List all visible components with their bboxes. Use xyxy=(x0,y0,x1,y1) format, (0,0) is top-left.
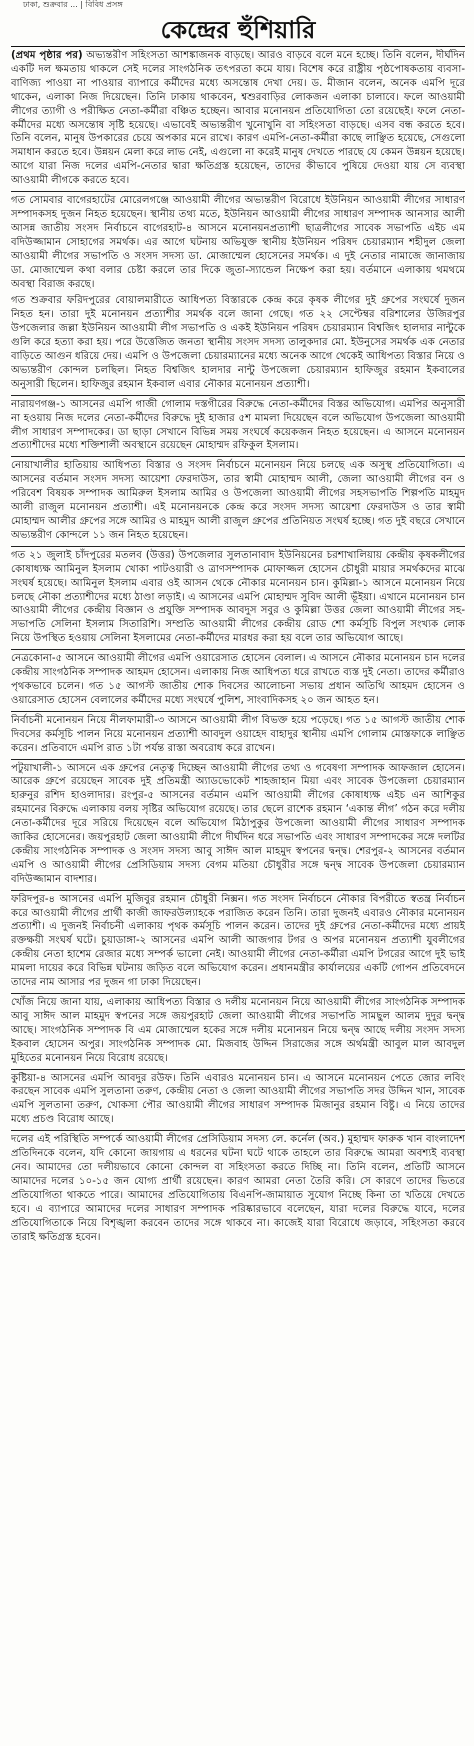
paragraph-3: গত শুক্রবার ফরিদপুরের বোয়ালমারীতে আধিপত্য বিস্তারকে কেন্দ্র করে কৃষক লীগের দুই গ্রুপের সংঘর্ষে দুজন নিহত হন। তারা দুই মনোনয়ন প্রত্যাশীর সমর্থক বলে জানা গেছে। গত ২২ সেপ্টেম্বর বরিশালের উজিরপুর উপজেলার জল্লা ইউনিয়ন আওয়ামী লীগ সভাপতি ও একই ইউনিয়ন পরিষদ চেয়ারম্যান বিশ্বজিৎ হালদার নান্টুকে গুলি করে হত্যা করা হয়। পরে উত্তেজিত জনতা স্থানীয় সংসদ সদস্য তালুকদার মো. ইউনুসের সমর্থক এক নেতার বাড়িতে আগুন ধরিয়ে দেয়। এমপি ও উপজেলা চেয়ারম্যানের মধ্যে অনেক আগে থেকেই আধিপত্য বিস্তার নিয়ে ও অভ্যন্তরীণ কোন্দল চলছিল। নিহত বিশ্বজিৎ হালদার নান্টু উপজেলা চেয়ারম্যান হাফিজুর রহমান ইকবালের অনুসারী ছিলেন। হাফিজুর রহমান ইকবাল এবার নৌকার মনোনয়ন প্রত্যাশী। xyxy=(11,295,465,390)
paragraph-1 xyxy=(11,49,465,188)
paragraph-text: অভ্যন্তরীণ সহিংসতা আশঙ্কাজনক বাড়ছে। আরও বাড়বে বলে মনে হচ্ছে। তিনি বলেন, দীর্ঘদিন একটি দল ক্ষমতায় থাকলে সেই দলের সাংগঠনিক তৎপরতা কমে যায়। বিশেষ করে রাষ্ট্রীয় পৃষ্ঠপোষকতায় ব্যবসা-বাণিজ্য পাওয়া না পাওয়ার ব্যাপারে কর্মীদের মধ্যে অসন্তোষ দেখা দেয়। ড. মীজান বলেন, অনেক এমপি দূরে থাকেন, এলাকা নিজ দিয়েছেন। তিনি ঢাকায় থাকবেন, শ্বশুরবাড়ির লোকজন এলাকা চালাবে। ফলে আওয়ামী লীগের ত্যাগী ও পরীক্ষিত নেতা-কর্মীরা বঞ্চিত হচ্ছেন। আবার মনোনয়ন প্রতিযোগিতা তো রয়েছেই। ফলে নেতা-কর্মীদের মধ্যে অসন্তোষ সৃষ্টি হয়েছে। এভাবেই অভ্যন্তরীণ খুনোখুনি বা সহিংসতা বাড়ছে। এসব বন্ধ করতে হবে। তিনি বলেন, মানুষ উপকারের চেয়ে অপকার মনে রাখে। কারণ এমপি-নেতা-কর্মীরা কাছে লাঞ্ছিত হয়েছে, সেগুলো সমাধান করতে হবে। উন্নয়ন মেলা করে লাভ নেই, এগুলো না করেই মানুষ দেখতে পারছে যে কেমন উন্নয়ন হয়েছে। আগে যারা নিজ দলের এমপি-নেতার দ্বারা ক্ষতিগ্রস্ত হয়েছেন, তাদের কীভাবে পুষিয়ে দেওয়া যায় সে ব্যবস্থা আওয়ামী লীগকে করতে হবে। xyxy=(11,50,465,187)
paragraph-12: কুষ্টিয়া-৪ আসনের এমপি আবদুর রউফ। তিনি এবারও মনোনয়ন চান। এ আসনে মনোনয়ন পেতে জোর লবিং করছেন সাবেক এমপি সুলতানা তরুণ, কেন্দ্রীয় নেতা ও জেলা আওয়ামী লীগের সভাপতি সদর উদ্দিন খান, সাবেক এমপি সুলতানা তরুণ, খোকসা পৌর আওয়ামী লীগের সাধারণ সম্পাদক মিজানুর রহমান বিষ্টু। এ নিয়ে তাদের মধ্যে প্রচণ্ড বিরোধ আছে। xyxy=(11,1069,465,1128)
title-divider xyxy=(11,46,465,47)
paragraph-4: নারায়ণগঞ্জ-১ আসনের এমপি গাজী গোলাম দস্তগীরের বিরুদ্ধে নেতা-কর্মীদের বিস্তর অভিযোগ। এমপির অনুসারী না হওয়ায় নিজ দলের নেতা-কর্মীদের বিরুদ্ধে দুই হাজার ৫শ মামলা দিয়েছেন বলে অভিযোগ উপজেলা আওয়ামী লীগ সাধারণ সম্পাদকের। ডা ছাড়া সেখানে বিভিন্ন সময় সংঘর্ষে কয়েকজন নিহত হয়েছেন। এ আসনে মনোনয়ন প্রত্যাশীদের মধ্যে শক্তিশালী অবস্থানে রয়েছেন মোহাম্মদ রফিকুল ইসলাম। xyxy=(11,395,465,454)
page-title: কেন্দ্রের হুঁশিয়ারি xyxy=(160,16,316,44)
page-header-strip: ঢাকা, শুক্রবার ... | বিবিধ প্রসঙ্গ xyxy=(23,0,123,9)
paragraph-9: পটুয়াখালী-১ আসনে এক গ্রুপের নেতৃত্ব দিচ্ছেন আওয়ামী লীগের তথ্য ও গবেষণা সম্পাদক আফজাল হোসেন। আরেক গ্রুপে রয়েছেন সাবেক দুই প্রতিমন্ত্রী অ্যাডভোকেট শাহজাহান মিয়া এবং সাবেক উপজেলা চেয়ারম্যান হারুনুর রশিদ হাওলাদার। রংপুর-৫ আসনের বর্তমান এমপি আওয়ামী লীগের কোষাধ্যক্ষ এইচ এন আশিকুর রহমানের বিরুদ্ধে এলাকায় বলয় সৃষ্টির অভিযোগ রয়েছে। তার ছেলে রাশেক রহমান ‘একান্ত লীগ’ গঠন করে দলীয় নেতা-কর্মীদের দূরে সরিয়ে দিয়েছেন বলে অভিযোগ মিঠাপুকুর উপজেলা আওয়ামী লীগের সাধারণ সম্পাদক জাকির হোসেনের। জয়পুরহাট জেলা আওয়ামী লীগে দীর্ঘদিন ধরে সভাপতি এবং সাধারণ সম্পাদকের সঙ্গে দলটির কেন্দ্রীয় সাংগঠনিক সম্পাদক ও সংসদ সদস্য আবু সাঈদ আল মাহমুদ স্বপনের দ্বন্দ্ব। শেরপুর-২ আসনের বর্তমান এমপি ও আওয়ামী লীগের প্রেসিডিয়াম সদস্য বেগম মতিয়া চৌধুরীর সঙ্গে দ্বন্দ্ব সাবেক উপজেলা চেয়ারম্যান বদিউজ্জামান বাদশার। xyxy=(11,759,465,887)
paragraph-10: ফরিদপুর-৪ আসনের এমপি মুজিবুর রহমান চৌধুরী নিক্সন। গত সংসদ নির্বাচনে নৌকার বিপরীতে স্বতন্ত্র নির্বাচন করে আওয়ামী লীগের প্রার্থী কাজী জাফরউল্যাহকে পরাজিত করেন তিনি। তারা দুজনই এবারও নৌকার মনোনয়ন প্রত্যাশী। এ দুজনই নির্বাচনী এলাকায় পৃথক কর্মসূচি পালন করেন। তাদের দুই গ্রুপের নেতা-কর্মীদের মধ্যে প্রায়ই রক্তক্ষয়ী সংঘর্ষ ঘটে। চুয়াডাঙ্গা-২ আসনের এমপি আলী আজগার টগর ও অপর মনোনয়ন প্রত্যাশী যুবলীগের কেন্দ্রীয় নেতা হাশেম রেজার মধ্যে সম্পর্ক ভালো নেই। আওয়ামী লীগের নেতা-কর্মীরা এমপি টগরের আগে দুই ভাই মামলা দায়ের করে বিভিন্ন ঘটনায় জড়িত বলে অভিযোগ করেন। প্রধানমন্ত্রীর কার্যালয়ের একটি গোপন প্রতিবেদনে তাদের নাম আসার পর দুজন গা ঢাকা দিয়েছেন। xyxy=(11,890,465,990)
paragraph-13: দলের এই পরিস্থিতি সম্পর্কে আওয়ামী লীগের প্রেসিডিয়াম সদস্য লে. কর্নেল (অব.) মুহাম্মদ ফারুক খান বাংলাদেশ প্রতিদিনকে বলেন, যদি কোনো জায়গায় এ ধরনের ঘটনা ঘটে থাকে তাহলে তার বিরুদ্ধে আমরা অবশ্যই ব্যবস্থা নেব। আমাদের তো দলীয়ভাবে কোনো কোন্দল বা সহিংসতা করতে দিচ্ছি না। তিনি বলেন, প্রতিটি আসনে আমাদের দলের ১০-১৫ জন যোগ্য প্রার্থী রয়েছেন। কারণ আমরা নেতা তৈরি করি। সে কারণে তাদের ভিতরে প্রতিযোগিতা থাকতে পারে। আমাদের প্রতিযোগিতায় বিএনপি-জামায়াত সুযোগ নিচ্ছে কিনা তা খতিয়ে দেখতে হবে। এ ব্যাপারে আমাদের দলের সাধারণ সম্পাদক পরিষ্কারভাবে বলেছেন, যারা দলের বিরুদ্ধে যাবে, দলের প্রতিযোগিতাকে নিয়ে বিশৃঙ্খলা করবেন তাদের সঙ্গে থাকবে না। কাজেই যারা বিরোধে জড়াবে, সহিংসতা করবে তারাই ক্ষতিগ্রস্ত হবেন। xyxy=(11,1130,465,1244)
paragraph-2: গত সোমবার বাগেরহাটের মোরেলগঞ্জে আওয়ামী লীগের অভ্যন্তরীণ বিরোধে ইউনিয়ন আওয়ামী লীগের সাধারণ সম্পাদকসহ দুজন নিহত হয়েছেন। স্থানীয় তথ্য মতে, ইউনিয়ন আওয়ামী লীগের সাধারণ সম্পাদক আনসার আলী আসন্ন জাতীয় সংসদ নির্বাচনে বাগেরহাট-৪ আসনে মনোনয়নপ্রত্যাশী ছাত্রলীগের সাবেক সভাপতি এইচ এম বদিউজ্জামান সোহাগের সমর্থক। এর আগে ঘটনায় অভিযুক্ত স্থানীয় ইউনিয়ন পরিষদ চেয়ারম্যান শহীদুল জেলা আওয়ামী লীগের সভাপতি ও সংসদ সদস্য ডা. মোজাম্মেল হোসেনের সমর্থক। এ দুই নেতার নামাজে জানাজায় ডা. মোজাম্মেল কথা বলার চেষ্টা করলে তার দিকে জুতা-স্যান্ডেল নিক্ষেপ করা হয়। বর্তমানে এলাকায় থমথমে অবস্থা বিরাজ করছে। xyxy=(11,191,465,291)
paragraph-6: গত ২১ জুলাই চাঁদপুরের মতলব (উত্তর) উপজেলার সুলতানাবাদ ইউনিয়নের চরশাখালিয়ায় কেন্দ্রীয় কৃষকলীগের কোষাধ্যক্ষ আমিনুল ইসলাম খোকা পাটওয়ারী ও ত্রাণসম্পাদক মোফাজ্জল হোসেন চৌধুরী মায়ার সমর্থকদের মাঝে সংঘর্ষ হয়েছে। আমিনুল ইসলাম এবার ওই আসন থেকে নৌকার মনোনয়ন চান। কুমিল্লা-১ আসনে মনোনয়ন নিয়ে চলছে নৌকা প্রত্যাশীদের মধ্যে ঠাণ্ডা লড়াই। এ আসনের এমপি মোহাম্মদ সুবিদ আলী ভূঁইয়া। এখানে মনোনয়ন চান আওয়ামী লীগের কেন্দ্রীয় বিজ্ঞান ও প্রযুক্তি সম্পাদক আবদুস সবুর ও কুমিল্লা উত্তর জেলা আওয়ামী লীগের সহ-সভাপতি সেলিনা ইসলাম সিতারিশি। সম্প্রতি আওয়ামী লীগের কেন্দ্রীয় রোড শো কর্মসূচি বিপুল সংখ্যক লোক নিয়ে উপস্থিত হওয়ায় সেলিনা ইসলামের নেতা-কর্মীদের মারধর করা হয় বলে তার অভিযোগ আছে। xyxy=(11,546,465,646)
paragraph-11: খোঁজ নিয়ে জানা যায়, এলাকায় আধিপত্য বিস্তার ও দলীয় মনোনয়ন নিয়ে আওয়ামী লীগের সাংগঠনিক সম্পাদক আবু সাঈদ আল মাহমুদ স্বপনের সঙ্গে জয়পুরহাট জেলা আওয়ামী লীগের সভাপতি সামছুল আলম দুদুর দ্বন্দ্ব আছে। সাংগঠনিক সম্পাদক বি এম মোজাম্মেল হকের সঙ্গে দলীয় মনোনয়ন নিয়ে দ্বন্দ্ব আছে দলীয় সংসদ সদস্য ইকবাল হোসেন অপুর। সাংগঠনিক সম্পাদক মো. মিজবাহ উদ্দিন সিরাজের সঙ্গে অর্থমন্ত্রী আবুল মাল আবদুল মুহিতের মনোনয়ন নিয়ে বিরোধ রয়েছে। xyxy=(11,993,465,1066)
paragraph-8: নির্বাচনী মনোনয়ন নিয়ে নীলফামারী-৩ আসনে আওয়ামী লীগ বিভক্ত হয়ে পড়েছে। গত ১৫ আগস্ট জাতীয় শোক দিবসের কর্মসূচি পালন নিয়ে মনোনয়ন প্রত্যাশী আবদুল ওয়াহেদ বাহাদুর স্থানীয় এমপি গোলাম মোস্তফাকে লাঞ্ছিত করেন। প্রতিবাদে এমপি রাত ১টা পর্যন্ত রাস্তা অবরোধ করে রাখেন। xyxy=(11,711,465,756)
continuation-tag: (প্রথম পৃষ্ঠার পর) xyxy=(11,50,83,61)
article-body xyxy=(11,49,465,1247)
paragraph-5: নোয়াখালীর হাতিয়ায় আধিপত্য বিস্তার ও সংসদ নির্বাচনে মনোনয়ন নিয়ে চলছে এক অসুস্থ প্রতিযোগিতা। এ আসনের বর্তমান সংসদ সদস্য আয়েশা ফেরদাউস, তার স্বামী মোহাম্মদ আলী, জেলা আওয়ামী লীগের বন ও পরিবেশ বিষয়ক সম্পাদক আমিরুল ইসলাম আমির ও উপজেলা আওয়ামী লীগের সহসভাপতি শিল্পপতি মাহমুদ আলী রাজুল মনোনয়ন প্রত্যাশী। এই মনোনয়নকে কেন্দ্র করে সংসদ সদস্য আয়েশা ফেরদাউস ও তার স্বামী মোহাম্মদ আলীর গ্রুপের সঙ্গে আমির ও মাহমুদ আলী রাজুল গ্রুপের প্রতিনিয়ত সংঘর্ষ হচ্ছে। গত দুই বছরে সেখানে অভ্যন্তরীণ কোন্দলে ১১ জন নিহত হয়েছেন। xyxy=(11,456,465,542)
paragraph-7: নেত্রকোনা-৫ আসনে আওয়ামী লীগের এমপি ওয়ারেসাত হোসেন বেলাল। এ আসনে নৌকার মনোনয়ন চান দলের কেন্দ্রীয় সাংগঠনিক সম্পাদক আহমদ হোসেন। এলাকায় নিজ আধিপত্য ধরে রাখতে ব্যস্ত দুই নেতা। তাদের কর্মীরাও পৃথকভাবে চলেন। গত ১৫ আগস্ট জাতীয় শোক দিবসের আলোচনা সভায় প্রধান অতিথি আহমদ হোসেন ও ওয়ারেসাত হোসেন বেলালের কর্মীদের মধ্যে সংঘর্ষে পুলিশ, সাংবাদিকসহ ২০ জন আহত হন। xyxy=(11,649,465,708)
